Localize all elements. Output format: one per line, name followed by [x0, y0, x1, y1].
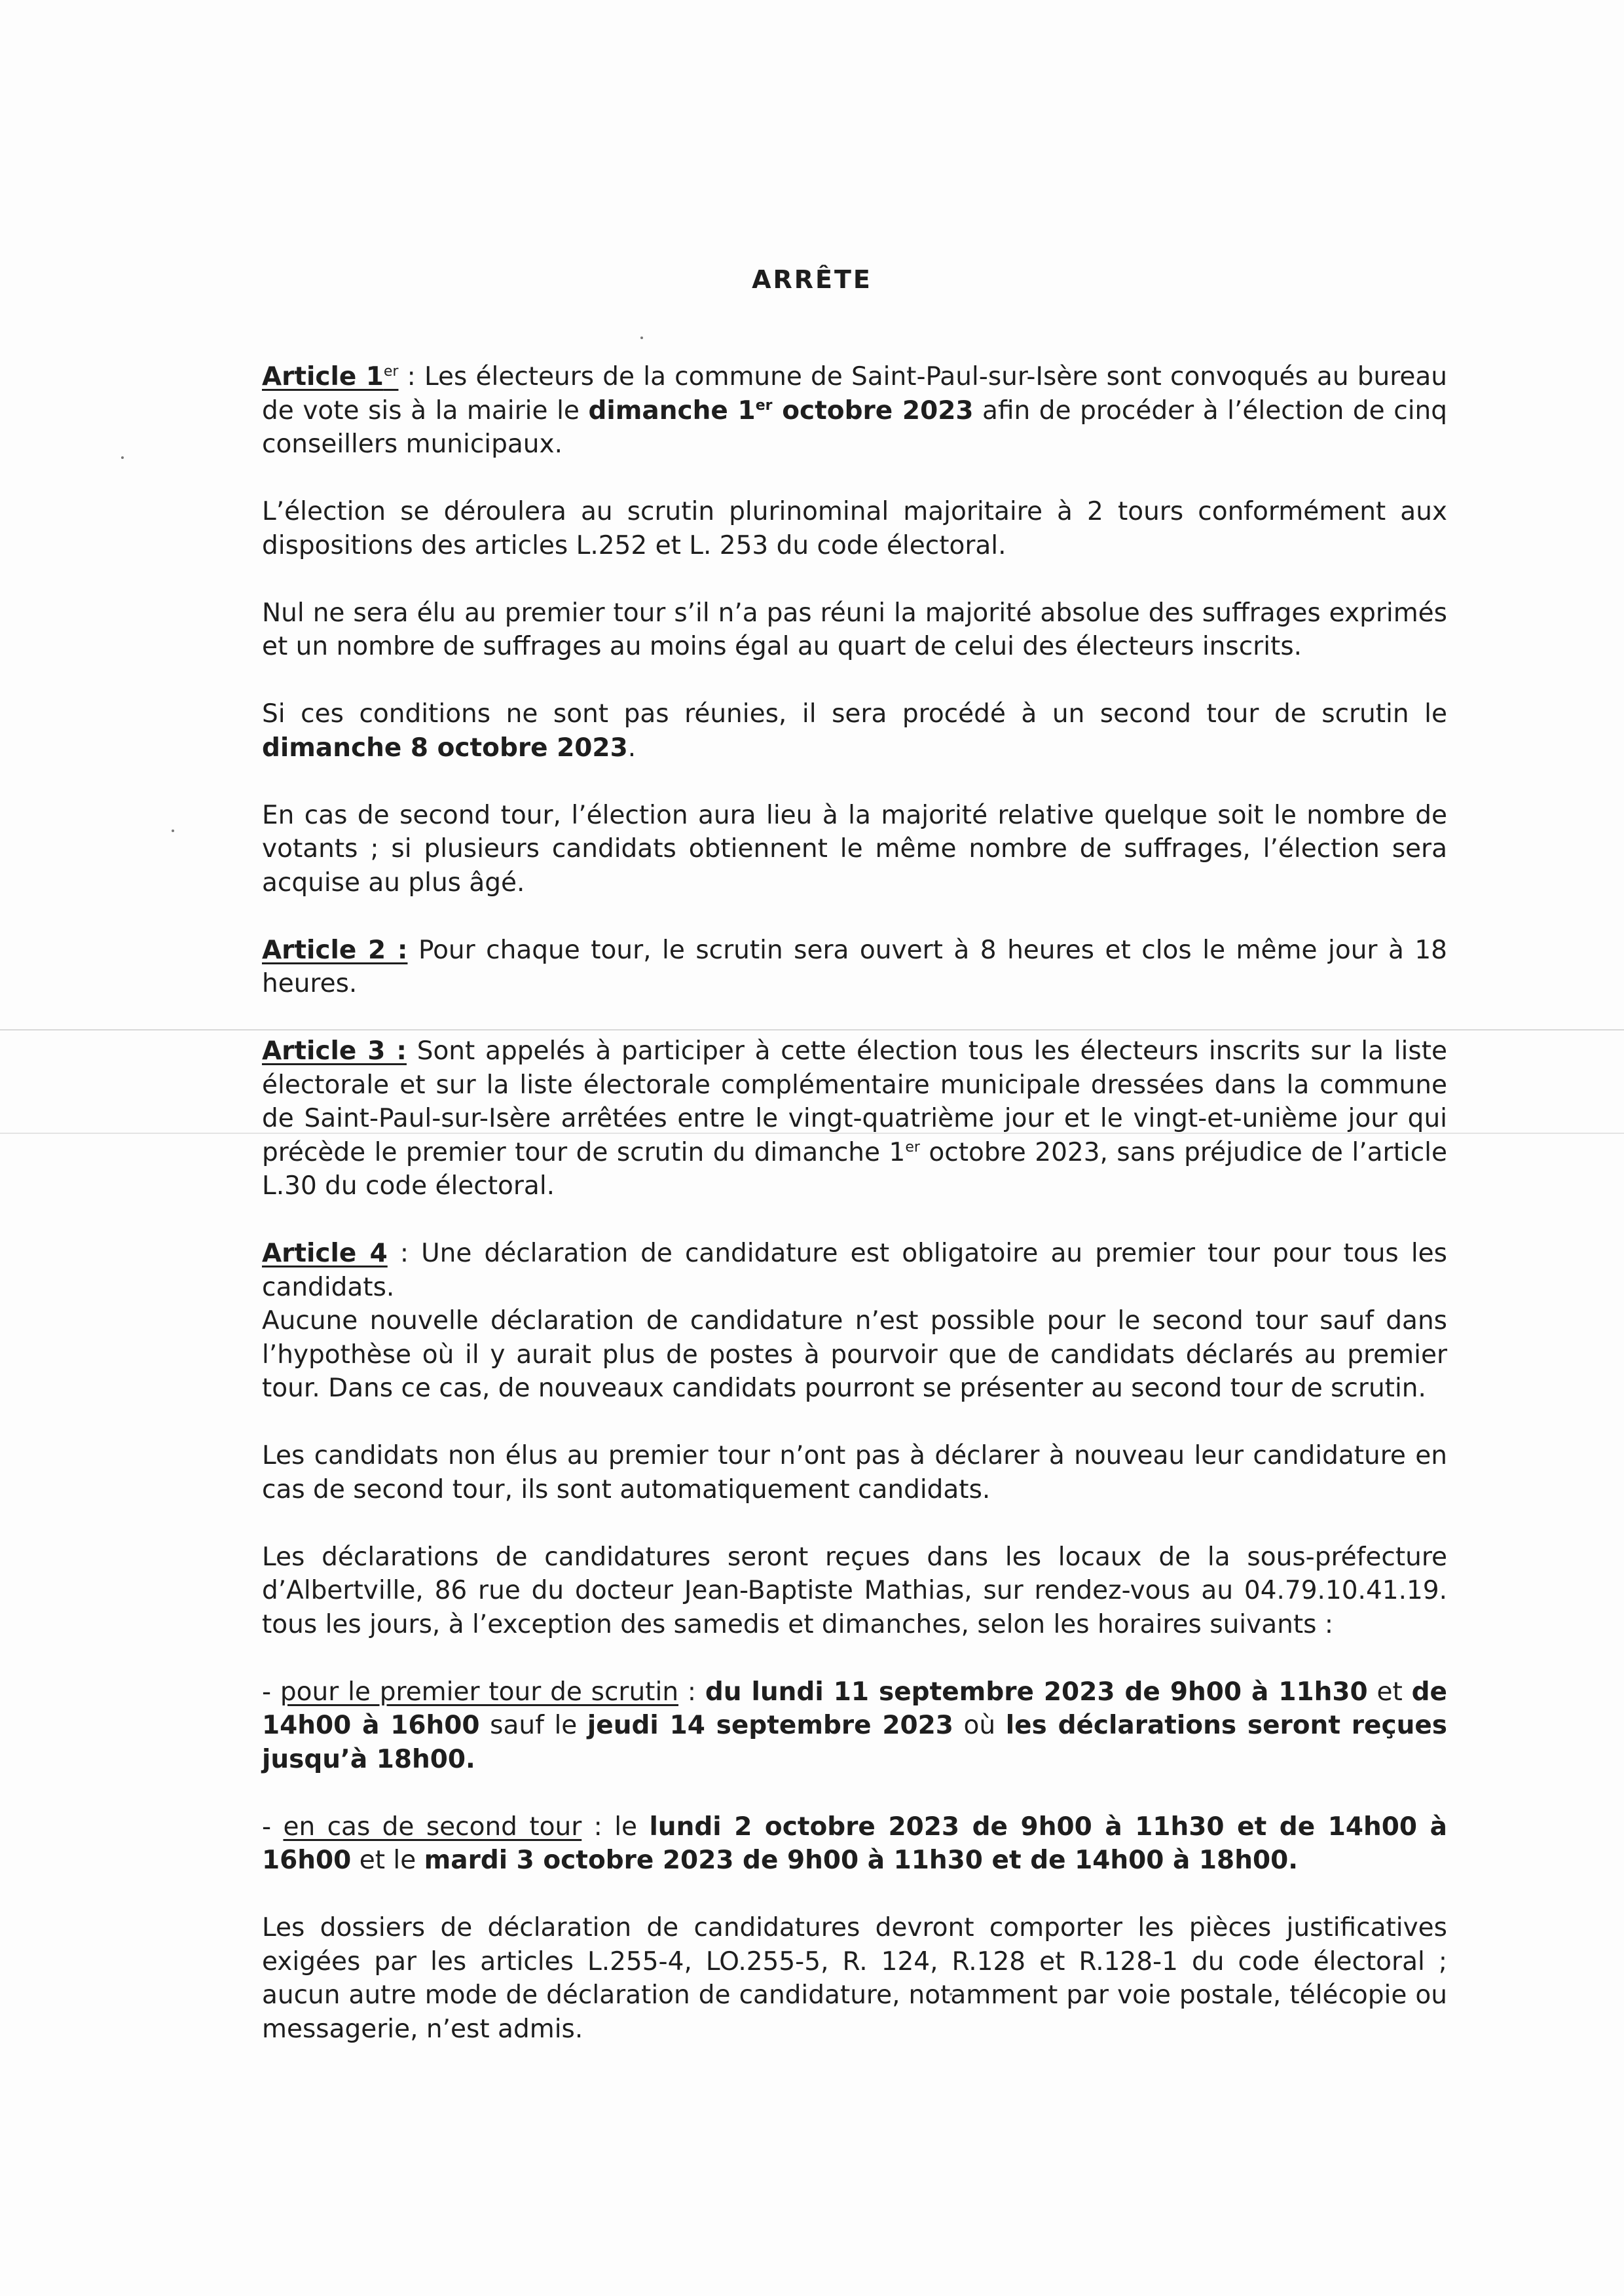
- article-1-paragraph-3: Nul ne sera élu au premier tour s’il n’a pas réuni la majorité absolue des suffrages exprimés et un nombre de suffrages au moins égal au quart de celui des électeurs inscrits.: [262, 598, 1447, 661]
- scan-speck: [640, 337, 643, 339]
- article-4-paragraph-3: Les candidats non élus au premier tour n’ont pas à déclarer à nouveau leur candidature en cas de second tour, ils sont automatiquement candidats.: [262, 1441, 1447, 1504]
- article-4-schedule-second-round: - en cas de second tour : le lundi 2 octobre 2023 de 9h00 à 11h30 et de 14h00 à 16h00 et le mardi 3 octobre 2023 de 9h00 à 11h30 et de 14h00 à 18h00.: [262, 1812, 1447, 1875]
- article-3-paragraph: Article 3 : Sont appelés à participer à cette élection tous les électeurs inscrits sur la liste électorale et sur la liste électorale complémentaire municipale dressées dans la commune de Saint-Paul-sur-Isère arrêtées entre le vingt-quatrième jour et le vingt-et-unième jour qui précède le premier tour de scrutin du dimanche 1er octobre 2023, sans préjudice de l’article L.30 du code électoral.: [262, 1036, 1447, 1201]
- article-4-label: Article 4: [262, 1239, 388, 1268]
- article-4-paragraph-1: Article 4 : Une déclaration de candidature est obligatoire au premier tour pour tous les candidats.: [262, 1239, 1447, 1302]
- scan-speck: [172, 829, 174, 832]
- article-4-paragraph-2: Aucune nouvelle déclaration de candidature n’est possible pour le second tour sauf dans l’hypothèse où il y aurait plus de postes à pourvoir que de candidats déclarés au premier tour. Dans ce cas, de nouveaux candidats pourront se présenter au second tour de scrutin.: [262, 1306, 1447, 1403]
- article-3-label: Article 3 :: [262, 1036, 407, 1066]
- document-body: [262, 360, 1447, 2080]
- article-1-paragraph-1: Article 1er : Les électeurs de la commune de Saint-Paul-sur-Isère sont convoqués au bureau de vote sis à la mairie le dimanche 1er octobre 2023 afin de procéder à l’élection de cinq conseillers municipaux.: [262, 362, 1447, 459]
- article-1-label: Article 1er: [262, 362, 399, 392]
- article-4-paragraph-5: Les dossiers de déclaration de candidatures devront comporter les pièces justificatives exigées par les articles L.255-4, LO.255-5, R. 124, R.128 et R.128-1 du code électoral ; aucun autre mode de déclaration de candidature, notamment par voie postale, télécopie ou messagerie, n’est admis.: [262, 1913, 1447, 2044]
- article-4-paragraph-4: Les déclarations de candidatures seront reçues dans les locaux de la sous-préfecture d’Albertville, 86 rue du docteur Jean-Baptiste Mathias, sur rendez-vous au 04.79.10.41.19. tous les jours, à l’exception des samedis et dimanches, selon les horaires suivants :: [262, 1542, 1447, 1639]
- article-1-paragraph-4: Si ces conditions ne sont pas réunies, il sera procédé à un second tour de scrutin le dimanche 8 octobre 2023.: [262, 699, 1447, 763]
- article-2-label: Article 2 :: [262, 935, 408, 965]
- document-title: ARRÊTE: [752, 265, 872, 294]
- article-4-schedule-first-round: - pour le premier tour de scrutin : du lundi 11 septembre 2023 de 9h00 à 11h30 et de 14h00 à 16h00 sauf le jeudi 14 septembre 2023 où les déclarations seront reçues jusqu’à 18h00.: [262, 1677, 1448, 1774]
- article-1-paragraph-5: En cas de second tour, l’élection aura lieu à la majorité relative quelque soit le nombre de votants ; si plusieurs candidats obtiennent le même nombre de suffrages, l’élection sera acquise au plus âgé.: [262, 800, 1447, 898]
- article-2-paragraph: Article 2 : Pour chaque tour, le scrutin sera ouvert à 8 heures et clos le même jour à 18 heures.: [262, 935, 1447, 998]
- article-1-paragraph-2: L’élection se déroulera au scrutin plurinominal majoritaire à 2 tours conformément aux dispositions des articles L.252 et L. 253 du code électoral.: [262, 497, 1447, 560]
- scan-speck: [121, 456, 124, 459]
